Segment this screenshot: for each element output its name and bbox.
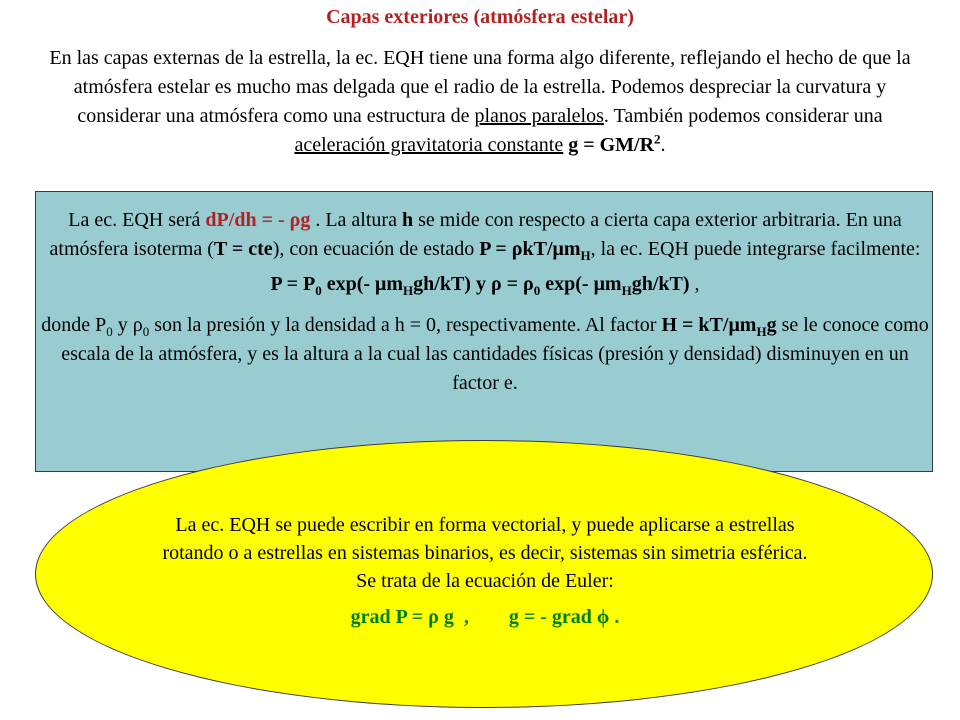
intro-text-4: . (660, 134, 666, 156)
intro-underline-planos: planos paralelos (474, 105, 604, 127)
pressure-density-equation (36, 270, 934, 299)
box-p1-text-4: ), con ecuación de estado (272, 238, 480, 260)
ellipse-paragraph: La ec. EQH se puede escribir en forma vectorial, y puede aplicarse a estrellas rotando o a estrellas en sistemas binarios, es decir, sistemas sin simetria esférica. Se trata de la ecuación de Euler: (162, 514, 808, 592)
box-p1-text-1: La ec. EQH será (68, 209, 206, 231)
eq-sub-d: H (621, 283, 632, 298)
intro-gravity-exponent: 2 (654, 131, 661, 147)
intro-text-1: En las capas externas de la estrella, la ec. EQH tiene una forma algo diferente, reflejando el hecho de que la atmósfera estelar es mucho mas delgada que el radio de la estrella. Podemos despreciar la curvatura y considerar una atmósfera como una estructura de (49, 47, 911, 127)
ellipse-content (36, 511, 934, 631)
box-p1-h: h (401, 209, 414, 231)
box-p2-text-2: y ρ (112, 314, 143, 336)
scale-height-formula: H = kT/μm (661, 314, 757, 336)
eq-part-c: gh/kT) y ρ = ρ (413, 273, 534, 295)
box-paragraph-1 (36, 206, 934, 264)
box-p2-text-3: son la presión y la densidad a h = 0, respectivamente. Al factor (149, 314, 662, 336)
box-content (36, 206, 934, 398)
box-paragraph-2 (36, 311, 934, 398)
eq-sub-a: 0 (315, 283, 322, 298)
eq-sub-b: H (403, 283, 414, 298)
eq-part-e: gh/kT) (631, 273, 690, 295)
euler-equation: grad P = ρ g , g = - grad ϕ . (350, 606, 620, 628)
intro-underline-aceleracion: aceleración gravitatoria constante (294, 134, 564, 156)
state-equation-sub: H (580, 248, 591, 263)
eq-part-f: , (689, 273, 700, 295)
box-p1-text-3: se mide con respecto a cierta capa exterior arbitraria. En una atmósfera isoterma ( (49, 209, 902, 260)
euler-ellipse (35, 440, 933, 708)
intro-text-2: . También podemos considerar una (603, 105, 883, 127)
scale-height-sub: H (756, 324, 767, 339)
box-p2-sub-2: 0 (142, 324, 150, 339)
box-p1-text-5: , la ec. EQH puede integrarse facilmente: (590, 238, 921, 260)
eq-part-d: exp(- μm (540, 273, 622, 295)
box-p1-text-2: . La altura (310, 209, 402, 231)
intro-gravity-formula: g = GM/R (568, 134, 655, 156)
box-p1-tcte: T = cte (213, 238, 273, 260)
eq-part-b: exp(- μm (321, 273, 404, 295)
box-p2-sub-1: 0 (106, 324, 113, 339)
eq-sub-c: 0 (533, 283, 541, 298)
intro-paragraph (30, 44, 930, 160)
isothermal-box (35, 191, 933, 472)
box-p2-text-1: donde P (41, 314, 107, 336)
scale-height-g: g (766, 314, 777, 336)
eq-part-a: P = P (270, 273, 316, 295)
slide-title: Capas exteriores (atmósfera estelar) (326, 6, 634, 28)
state-equation: P = ρkT/μm (479, 238, 581, 260)
box-p2-text-4: se le conoce como escala de la atmósfera, y es la altura a la cual las cantidades físicas (presión y densidad) disminuyen en un factor e. (61, 314, 929, 394)
eqh-formula: dP/dh = - ρg (205, 209, 311, 231)
